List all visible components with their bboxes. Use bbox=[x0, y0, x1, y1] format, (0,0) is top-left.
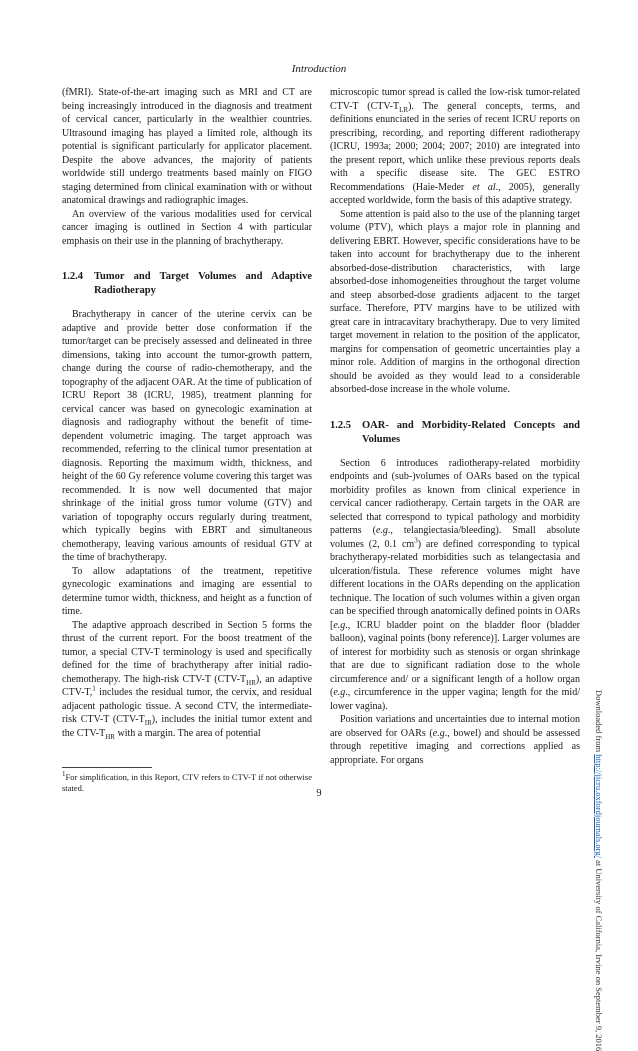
paragraph: Some attention is paid also to the use of the planning target volume (PTV), which plays a major role in planning and delivering EBRT. However, specific considerations have to be taken into account for brachytherapy due to the inherent absorbed-dose-distribution characteristics, with large absorbed-dose inhomogeneities throughout the target volume and steep absorbed-dose gradients adjacent to the target surface. Therefore, PTV margins have to be utilized with great care in intracavitary brachytherapy. Due to very limited target movement in relation to the position of the applicator, margins for compensation of geometric uncertainties play a minor role. Addition of margins in the orthogonal direction should be avoided as they would lead to a considerable absorbed-dose increase in the whole volume. bbox=[330, 208, 580, 395]
section-title: Tumor and Target Volumes and Adaptive Radiotherapy bbox=[94, 271, 312, 296]
download-watermark: Downloaded from http://jicru.oxfordjournals.org/ at University of California, Irvine on September 9, 2016 bbox=[594, 690, 604, 1051]
section-heading-1-2-4 bbox=[62, 270, 312, 298]
paragraph: To allow adaptations of the treatment, repetitive gynecologic examinations and imaging are essential to determine tumor width, thickness, and height as a function of time. bbox=[62, 565, 312, 617]
paragraph: Brachytherapy in cancer of the uterine cervix can be adaptive and provide better dose conformation if the tumor/target can be precisely assessed and delineated in three dimensions, taking into account the tumor-growth pattern, change during the course of radio-chemotherapy, and the topography of the adjacent OAR. At the time of publication of ICRU Report 38 (ICRU, 1985), treatment planning for cervical cancer was based on gynecologic examination at diagnosis and radiography without the benefit of time-dependent volumetric imaging. The target approach was recommended, referring to the clinical tumor presentation at diagnosis. Reporting the maximum width, thickness, and height of the 60 Gy reference volume covering this target was recommended. It is now well documented that major shrinkage of the initial gross tumor volume (GTV) and variation of topography occurs regularly during treatment, which typically begins with EBRT and simultaneous chemotherapy, leaving various amounts of residual GTV at the time of brachytherapy. bbox=[62, 309, 312, 563]
footnote-rule bbox=[62, 767, 152, 768]
journal-link[interactable]: http://jicru.oxfordjournals.org/ bbox=[594, 754, 604, 858]
right-column bbox=[330, 86, 580, 767]
section-title: OAR- and Morbidity-Related Concepts and Volumes bbox=[362, 419, 580, 445]
paragraph: (fMRI). State-of-the-art imaging such as MRI and CT are being increasingly introduced in the diagnosis and treatment of cervical cancer, particularly in the wealthier countries. Ultrasound imaging has played a limited role, although its potential is significant particularly for applicator placement. Despite the above advances, the majority of patients worldwide still undergo treatments based mainly on FIGO staging determined from clinical examination with or without anatomical drawings and radiographic images. bbox=[62, 87, 312, 206]
section-heading-1-2-5 bbox=[330, 419, 580, 447]
running-head: Introduction bbox=[291, 63, 347, 75]
paragraph: An overview of the various modalities used for cervical cancer imaging is outlined in Section 4 with particular emphasis on their use in the planning of brachytherapy. bbox=[62, 208, 312, 247]
footnote-ref: 1 bbox=[92, 684, 96, 693]
section-number: 1.2.5 bbox=[330, 419, 351, 431]
footnote-text: For simplification, in this Report, CTV refers to CTV-T if not otherwise stated. bbox=[62, 772, 312, 793]
page-number: 9 bbox=[316, 788, 322, 799]
paragraph: Section 6 introduces radiotherapy-related morbidity endpoints and (sub-)volumes of OARs based on the typical morbidity profiles as known from clinical experience in cervical cancer radiotherapy. Certain targets in the OAR are selected that correspond to typical pathology and morbidity patterns (e.g., telangiectasia/bleeding). Small absolute volumes (2, 0.1 $cm^3$) are defined corresponding to typical brachytherapy-related morbidities such as telangectasia and ulceration/fistula. These reference volumes might have different locations in the OARs depending on the application technique. The location of such volumes within a given organ can be specified through anatomically defined points in OARs [e.g., ICRU bladder point on the bladder floor (bladder balloon), vaginal points (bony reference)]. Larger volumes are of interest for morbidity such as stenosis or organ shrinkage that are due to significant radiation dose to the whole circumference and/ or a significant length of a hollow organ (e.g., circumference in the upper vagina; length for the mid/ lower vagina). bbox=[330, 457, 580, 712]
footnote-mark: 1 bbox=[62, 770, 66, 779]
left-column bbox=[62, 86, 312, 740]
section-number: 1.2.4 bbox=[62, 271, 83, 282]
paragraph: Position variations and uncertainties due to internal motion are observed for OARs (e.g., bowel) and should be assessed through repetitive imaging and corrections applied as appropriate. For organs bbox=[330, 714, 580, 766]
paragraph: The adaptive approach described in Section 5 forms the thrust of the current report. For the boost treatment of the tumor, a special CTV-T terminology is used and specifically defined for the time of brachytherapy after initial radio-chemotherapy. The high-risk CTV-T $(CTV-T_{HR})$, an adaptive CTV-T,$^1$ includes the residual tumor, the cervix, and residual adjacent pathologic tissue. A second CTV, the intermediate-risk CTV-T $(CTV-T_{IR})$, includes the initial tumor extent and the CTV-$T_{HR}$ with a margin. The area of potential bbox=[62, 619, 313, 741]
paragraph: microscopic tumor spread is called the low-risk tumor-related CTV-T $(CTV-T_{LR})$. The general concepts, terms, and definitions enunciated in the series of recent ICRU reports on prescribing, recording, and reporting different radiotherapy (ICRU, 1993a; 2000; 2004; 2007; 2010) are integrated into the present report, which unlike these previous reports deals with a specific disease site. The GEC ESTRO Recommendations (Haie-Meder et al., 2005), generally accepted worldwide, form the basis of this adaptive strategy. bbox=[330, 87, 580, 206]
